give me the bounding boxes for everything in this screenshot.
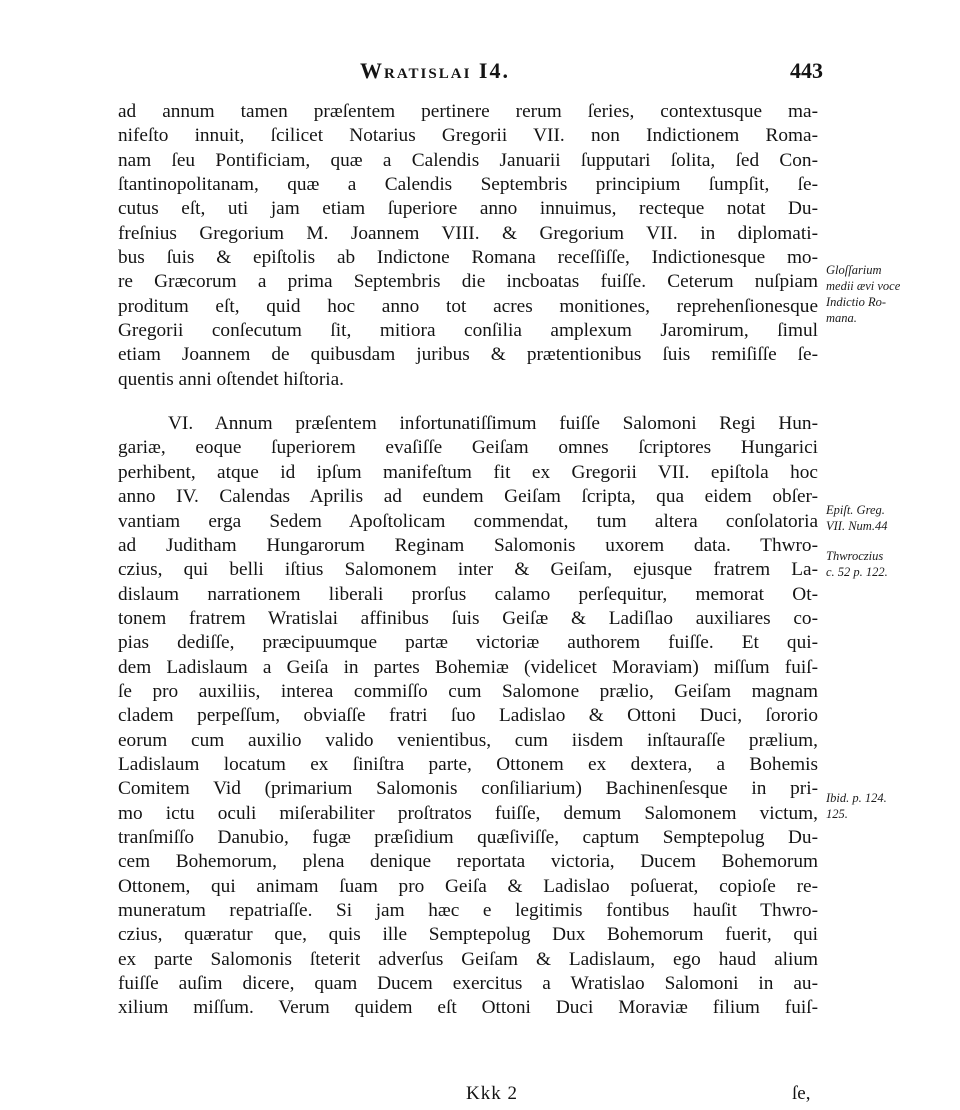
- text-line: pias dediſſe, præcipuumque partæ victoriæ authorem fuiſſe. Et qui-: [118, 632, 818, 654]
- text-line: dislaum narrationem liberali prorſus calamo perſequitur, memorat Ot-: [118, 583, 818, 605]
- text-line: cladem perpeſſum, obviaſſe fratri ſuo Ladislao & Ottoni Duci, ſororio: [118, 705, 818, 727]
- text-line: Ottonem, qui animam ſuam pro Geiſa & Ladislao poſuerat, copioſe re-: [118, 875, 818, 897]
- text-line: etiam Joannem de quibusdam juribus & prætentionibus ſuis remiſiſſe ſe-: [118, 344, 818, 366]
- text-line: freſnius Gregorium M. Joannem VIII. & Gregorium VII. in diplomati-: [118, 222, 818, 244]
- text-line: czius, qui belli iſtius Salomonem inter & Geiſam, ejusque fratrem La-: [118, 559, 818, 581]
- margin-note-line: Thwroczius: [826, 549, 884, 563]
- margin-note-line: Ibid. p. 124.: [826, 791, 887, 805]
- text-line: tranſmiſſo Danubio, fugæ præſidium quæſiviſſe, captum Semptepolug Du-: [118, 826, 818, 848]
- running-head: Wratislai I4.: [360, 58, 510, 83]
- signature-mark: Kkk 2: [466, 1083, 518, 1104]
- margin-note-line: Gloſſarium: [826, 263, 882, 277]
- text-line: Comitem Vid (primarium Salomonis conſiliarium) Bachinenſesque in pri-: [118, 778, 818, 800]
- text-line: Ladislaum locatum ex ſiniſtra parte, Ottonem ex dextera, a Bohemis: [118, 753, 818, 775]
- text-line: anno IV. Calendas Aprilis ad eundem Geiſam ſcripta, qua eidem obſer-: [118, 486, 818, 508]
- margin-note-line: VII. Num.44: [826, 519, 888, 533]
- main-text: [118, 100, 818, 1021]
- text-line: gariæ, eoque ſuperiorem evaſiſſe Geiſam omnes ſcriptores Hungarici: [118, 437, 818, 459]
- paragraph-2: [118, 412, 818, 1021]
- margin-note-thwroczius: [826, 548, 944, 580]
- margin-note-ibid: [826, 790, 944, 822]
- text-line: re Græcorum a prima Septembris die incboatas fuiſſe. Ceterum nuſpiam: [118, 271, 818, 293]
- text-line: ſe pro auxiliis, interea commiſſo cum Salomone prælio, Geiſam magnam: [118, 680, 818, 702]
- text-line: ad Juditham Hungarorum Reginam Salomonis uxorem data. Thwro-: [118, 534, 818, 556]
- page-number: 443: [790, 58, 823, 83]
- text-line: tonem fratrem Wratislai affinibus ſuis Geiſæ & Ladiſlao auxiliares co-: [118, 607, 818, 629]
- margin-note-line: 125.: [826, 807, 848, 821]
- text-line: proditum eſt, quid hoc anno tot acres monitiones, reprehenſionesque: [118, 295, 818, 317]
- text-line: cem Bohemorum, plena denique reportata victoria, Ducem Bohemorum: [118, 851, 818, 873]
- text-line: ex parte Salomonis ſteterit adverſus Geiſam & Ladislaum, ego haud alium: [118, 948, 818, 970]
- text-line: ſtantinopolitanam, quæ a Calendis Septembris principium ſumpſit, ſe-: [118, 174, 818, 196]
- text-line: Gregorii conſecutum ſit, mitiora conſilia amplexum Jaromirum, ſimul: [118, 320, 818, 342]
- text-line: vantiam erga Sedem Apoſtolicam commendat, tum altera conſolatoria: [118, 510, 818, 532]
- text-line: nifeſto innuit, ſcilicet Notarius Gregorii VII. non Indictionem Roma-: [118, 125, 818, 147]
- text-line: quentis anni oſtendet hiſtoria.: [118, 368, 344, 390]
- text-line: fuiſſe auſim dicere, quam Ducem exercitus a Wratislao Salomoni in au-: [118, 973, 818, 995]
- text-line: nam ſeu Pontificiam, quæ a Calendis Januarii ſupputari ſolita, ſed Con-: [118, 149, 818, 171]
- text-line: perhibent, atque id ipſum manifeſtum fit ex Gregorii VII. epiſtola hoc: [118, 461, 818, 483]
- text-line: czius, quæratur que, quis ille Semptepolug Dux Bohemorum fuerit, qui: [118, 924, 818, 946]
- text-line: VI. Annum præſentem infortunatiſſimum fuiſſe Salomoni Regi Hun-: [168, 413, 818, 435]
- catchword: ſe,: [792, 1083, 811, 1104]
- margin-note-line: mana.: [826, 311, 857, 325]
- margin-note-epistola: [826, 502, 944, 534]
- margin-note-line: Indictio Ro-: [826, 295, 887, 309]
- text-line: ad annum tamen præſentem pertinere rerum ſeries, contextusque ma-: [118, 101, 818, 122]
- text-line: eorum cum auxilio valido venientibus, cum iisdem inſtauraſſe prælium,: [118, 729, 818, 751]
- margin-note-glossarium: [826, 262, 944, 326]
- text-line: dem Ladislaum a Geiſa in partes Bohemiæ (videlicet Moraviam) miſſum fuiſ-: [118, 656, 818, 678]
- margin-note-line: c. 52 p. 122.: [826, 565, 888, 579]
- text-line: cutus eſt, uti jam etiam ſuperiore anno innuimus, recteque notat Du-: [118, 198, 818, 220]
- text-line: muneratum repatriaſſe. Si jam hæc e legitimis fontibus hauſit Thwro-: [118, 900, 818, 921]
- margin-note-line: medii ævi voce: [826, 279, 901, 293]
- text-line: bus ſuis & epiſtolis ab Indictone Romana receſſiſſe, Indictionesque mo-: [118, 247, 818, 269]
- text-line: mo ictu oculi miſerabiliter proſtratos fuiſſe, demum Salomonem victum,: [118, 802, 818, 824]
- paragraph-1: [118, 100, 818, 392]
- margin-note-line: Epiſt. Greg.: [826, 503, 885, 517]
- text-line: xilium miſſum. Verum quidem eſt Ottoni Duci Moraviæ filium fuiſ-: [118, 997, 818, 1019]
